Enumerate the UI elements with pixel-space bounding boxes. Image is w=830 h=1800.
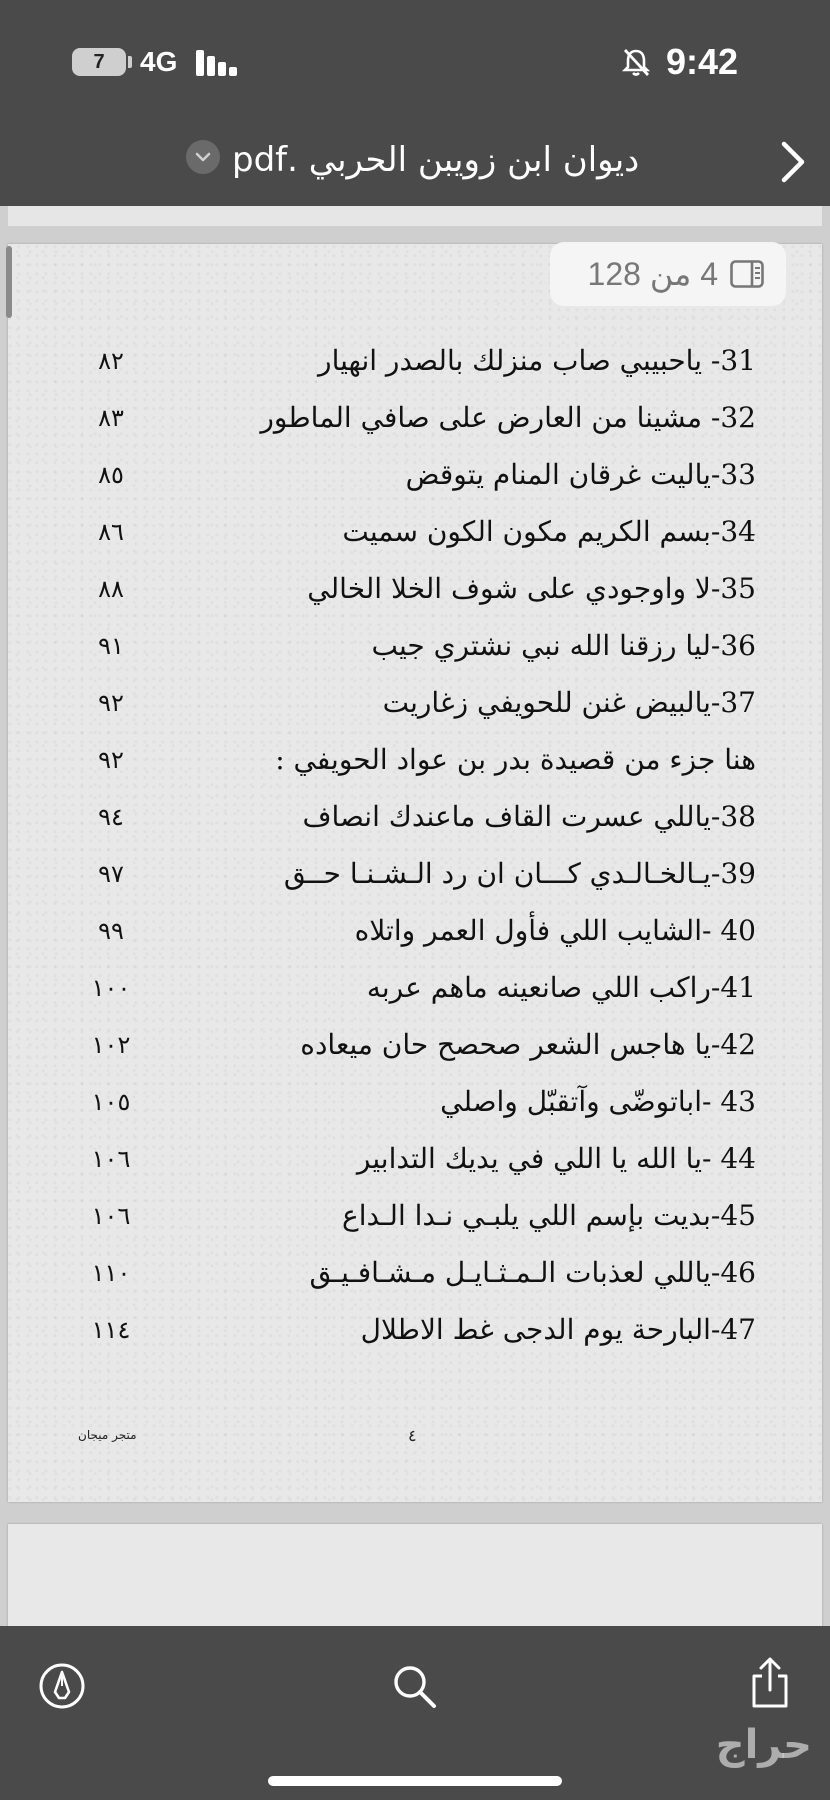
toc-page-number: ٨٢: [98, 347, 124, 375]
toc-page-number: ٨٦: [98, 518, 124, 546]
toc-title: 42-يا هاجس الشعر صحصح حان ميعاده: [300, 1028, 756, 1061]
toc-row: [8, 450, 822, 500]
toc-page-number: ١٠٦: [91, 1145, 131, 1173]
toc-page-number: ٩٢: [98, 689, 124, 717]
toc-row: [8, 849, 822, 899]
bottom-toolbar: [0, 1626, 830, 1800]
home-indicator[interactable]: [268, 1776, 562, 1786]
toc-page-number: ٩٧: [98, 860, 124, 888]
share-icon[interactable]: [746, 1656, 794, 1710]
toc-page-number: ٨٣: [98, 404, 124, 432]
top-bar: [0, 0, 830, 206]
status-bar: [0, 0, 830, 120]
network-type: 4G: [140, 46, 178, 77]
search-icon[interactable]: [390, 1662, 438, 1710]
toc-page-number: ١٠٥: [91, 1088, 131, 1116]
toc-page-number: ٨٨: [98, 575, 124, 603]
chevron-down-icon: [186, 140, 220, 174]
toc-title: 47-البارحة يوم الدجى غط الاطلال: [360, 1313, 756, 1346]
toc-row: [8, 735, 822, 785]
toc-row: [8, 507, 822, 557]
title-menu-button[interactable]: [186, 140, 220, 174]
toc-row: [8, 1134, 822, 1184]
toc-row: [8, 906, 822, 956]
toc-title: 40 -الشايب اللي فأول العمر واتلاه: [354, 914, 756, 947]
toc-page-number: ١٠٠: [91, 974, 131, 1002]
document-title[interactable]: ديوان ابن زويبن الحربي .pdf: [232, 140, 640, 180]
battery-indicator: 7: [72, 48, 126, 76]
toc-row: [8, 621, 822, 671]
toc-title: 34-بسم الكريم مكون الكون سميت: [342, 515, 756, 548]
chevron-right-icon[interactable]: [772, 138, 812, 186]
page-counter-badge[interactable]: [550, 242, 786, 306]
scroll-indicator[interactable]: [6, 246, 12, 318]
battery-tip: [128, 56, 132, 68]
toc-title: 35-لا واوجودي على شوف الخلا الخالي: [307, 572, 756, 605]
toc-title: 31- ياحبيبي صاب منزلك بالصدر انهيار: [318, 344, 756, 377]
watermark: حراج: [715, 1722, 812, 1768]
page-footer-store: متجر ميجان: [78, 1428, 137, 1442]
toc-title: 41-راكب اللي صانعينه ماهم عربه: [366, 971, 756, 1004]
toc-page-number: ١١٤: [91, 1316, 131, 1344]
toc-row: [8, 792, 822, 842]
toc-row: [8, 1077, 822, 1127]
toc-title: هنا جزء من قصيدة بدر بن عواد الحويفي :: [275, 743, 756, 776]
toc-row: [8, 963, 822, 1013]
toc-title: 45-بديت بإسم اللي يلبـي نـدا الـداع: [342, 1199, 756, 1232]
toc-page-number: ٩٤: [98, 803, 124, 831]
toc-title: 33-ياليت غرقان المنام يتوقض: [405, 458, 756, 491]
toc-row: [8, 1248, 822, 1298]
next-page: [8, 1524, 822, 1626]
toc-title: 46-ياللي لعذبات الـمـثـايـل مـشـافـيـق: [309, 1256, 756, 1289]
toc-row: [8, 336, 822, 386]
toc-title: 39-يـالخـالـدي كـــان ان رد الـشـنـا حــق: [283, 857, 756, 890]
toc-row: [8, 393, 822, 443]
status-time: 9:42: [665, 41, 738, 82]
nav-bar: [0, 120, 830, 206]
toc-row: [8, 678, 822, 728]
markup-pen-icon[interactable]: [38, 1662, 86, 1710]
previous-page-edge: [8, 206, 822, 226]
toc-page-number: ١٠٢: [91, 1031, 131, 1059]
toc-page-number: ٩١: [98, 632, 124, 660]
page-count-text: 4 من 128: [587, 256, 718, 292]
sidebar-toggle-icon: [730, 260, 764, 288]
toc-page-number: ٨٥: [98, 461, 124, 489]
toc-page-number: ٩٩: [98, 917, 124, 945]
toc-title: 43 -اباتوضّى وآتقبّل واصلي: [440, 1085, 756, 1118]
toc-title: 44 -يا الله يا اللي في يديك التدابير: [356, 1142, 756, 1175]
toc-row: [8, 1020, 822, 1070]
toc-page-number: ٩٢: [98, 746, 124, 774]
toc-title: 36-ليا رزقنا الله نبي نشتري جيب: [371, 629, 756, 662]
signal-bars-icon: [196, 48, 240, 76]
page-footer-number: ٤: [408, 1426, 417, 1445]
pdf-viewer[interactable]: [0, 206, 830, 1626]
pdf-page: [8, 244, 822, 1502]
toc-row: [8, 1191, 822, 1241]
toc-title: 37-يالبيض غنن للحويفي زغاريت: [382, 686, 756, 719]
toc-row: [8, 1305, 822, 1355]
bell-slash-icon: [620, 46, 652, 78]
toc-row: [8, 564, 822, 614]
toc-title: 38-ياللي عسرت القاف ماعندك انصاف: [302, 800, 756, 833]
toc-page-number: ١١٠: [91, 1259, 131, 1287]
toc-page-number: ١٠٦: [91, 1202, 131, 1230]
toc-title: 32- مشينا من العارض على صافي الماطور: [260, 401, 756, 434]
